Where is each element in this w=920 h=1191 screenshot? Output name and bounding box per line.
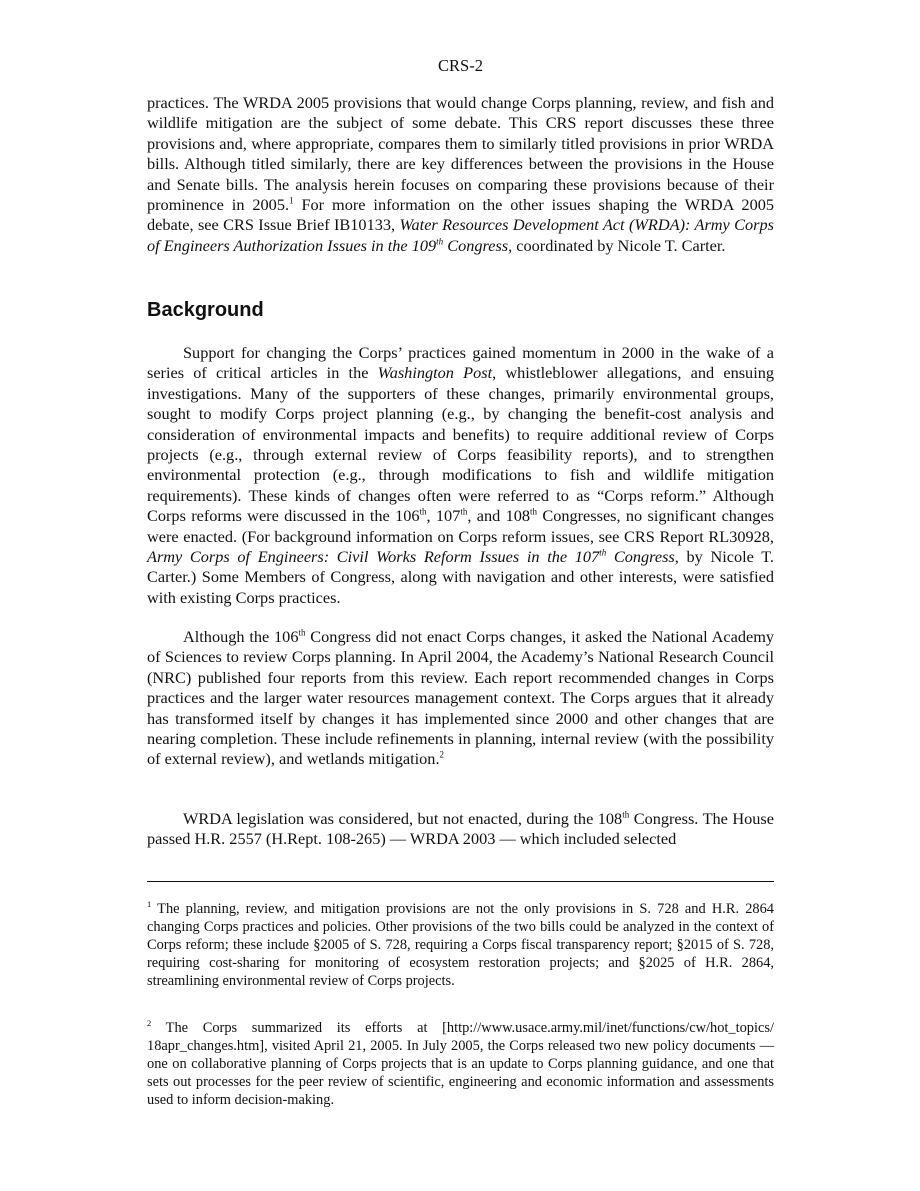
issue-brief-title-sup: th <box>436 236 444 247</box>
report-title-sup: th <box>599 547 607 558</box>
intro-text-3: , coordinated by Nicole T. Carter. <box>508 235 726 255</box>
issue-brief-title-b: Congress <box>443 235 509 255</box>
bg1-sep-1: , 107 <box>426 506 461 526</box>
intro-paragraph <box>147 93 774 256</box>
page-label: CRS-2 <box>438 56 483 75</box>
bg2-sup-1: th <box>298 627 306 638</box>
footnote-1 <box>147 900 774 990</box>
bg1-text-1: Support for changing the Corps’ practices gained momentum in 2000 in the wake of a series of critical articles in the <box>147 343 774 383</box>
bg1-italic-1: Washington Post <box>377 363 493 383</box>
footnote-divider <box>147 881 774 882</box>
footnote-text-2: The Corps summarized its efforts at [http://www.usace.army.mil/inet/functions/cw/hot_topics/ 18apr_changes.htm], visited April 21, 2005. In July 2005, the Corps released two new policy documents — one on collaborative planning of Corps projects that is an update to Corps planning guidance, and one that sets out processes for the peer review of scientific, engineering and economic information and assessments used to inform decision-making. <box>147 1020 774 1108</box>
page-header <box>147 56 774 76</box>
background-paragraph-2 <box>147 627 774 770</box>
background-paragraph-3 <box>147 809 774 850</box>
issue-brief-title-a: Water Resources Development Act (WRDA): Army Corps of Engineers Authorization Issues in the 109 <box>147 215 774 255</box>
bg2-text-1: Although the 106 <box>183 627 299 646</box>
bg3-sup-1: th <box>622 809 630 820</box>
bg1-sep-2: , and 108 <box>467 506 531 526</box>
report-title-b: Congress <box>606 547 675 567</box>
section-heading: Background <box>147 299 264 321</box>
intro-text-2: For more information on the other issues shaping the WRDA 2005 debate, see CRS Issue Brief IB10133, <box>147 195 774 235</box>
footnote-marker-2: 2 <box>147 1018 152 1029</box>
footnote-text-1: The planning, review, and mitigation provisions are not the only provisions in S. 728 and H.R. 2864 changing Corps practices and policies. Other provisions of the two bills could be analyzed in the context of Corps reform; these include §2005 of S. 728, requiring a Corps fiscal transparency report; §2015 of S. 728, requiring cost-sharing for monitoring of ecosystem restoration projects; and §2025 of H.R. 2864, streamlining environmental review of Corps projects. <box>147 901 774 989</box>
bg1-text-3: Congresses, no significant changes were enacted. (For background information on Corps reform issues, see CRS Report RL30928, <box>147 506 775 546</box>
bg2-text-2: Congress did not enact Corps changes, it asked the National Academy of Sciences to review Corps planning. In April 2004, the Academy’s National Research Council (NRC) published four reports from this review. Each report recommended changes in Corps practices and the larger water resources management context. The Corps argues that it already has transformed itself by changes it has implemented since 2000 and other changes that are nearing completion. These include refinements in planning, internal review (with the possibility of external review), and wetlands mitigation. <box>147 627 774 769</box>
footnote-ref-2[interactable]: 2 <box>439 750 445 761</box>
bg1-text-2: , whistleblower allegations, and ensuing investigations. Many of the supporters of these changes, primarily environmental groups, sought to modify Corps project planning (e.g., by changing the benefit-cost analysis and consideration of environmental impacts and benefits) to require additional review of Corps projects (e.g., through external review of Corps feasibility reports), and to strengthen environmental protection (e.g., through modifications to fish and wildlife mitigation requirements). These kinds of changes often were referred to as “Corps reform.” Although Corps reforms were discussed in the 106 <box>147 363 774 526</box>
report-title <box>147 547 675 566</box>
bg3-text-2: Congress. The House passed H.R. 2557 (H.Rept. 108-265) — WRDA 2003 — which included selected <box>147 809 774 849</box>
bg1-sup-1: th <box>419 506 427 517</box>
bg1-sup-3: th <box>530 506 538 517</box>
intro-text-1: practices. The WRDA 2005 provisions that would change Corps planning, review, and fish and wildlife mitigation are the subject of some debate. This CRS report discusses these three provisions and, where appropriate, compares them to similarly titled provisions in prior WRDA bills. Although titled similarly, there are key differences between the provisions in the House and Senate bills. The analysis herein focuses on comparing these provisions because of their prominence in 2005. <box>147 93 774 215</box>
bg1-sup-2: th <box>460 506 468 517</box>
footnote-marker-1: 1 <box>147 899 152 910</box>
footnote-ref-1[interactable]: 1 <box>289 195 294 206</box>
bg1-text-4: , by Nicole T. Carter.) Some Members of Congress, along with navigation and other interests, were satisfied with existing Corps practices. <box>147 547 775 607</box>
background-paragraph-1 <box>147 343 774 608</box>
footnote-2 <box>147 1019 774 1109</box>
bg3-text-1: WRDA legislation was considered, but not enacted, during the 108 <box>183 809 623 828</box>
report-title-a: Army Corps of Engineers: Civil Works Reform Issues in the 107 <box>147 547 600 567</box>
